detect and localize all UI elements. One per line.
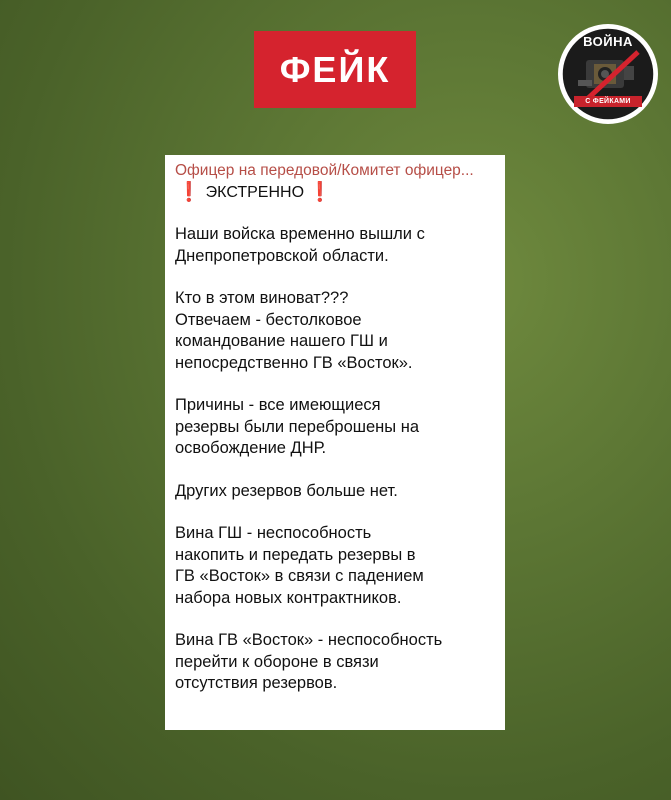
post-line: накопить и передать резервы в [175, 545, 416, 564]
fake-badge [254, 31, 416, 108]
post-line: командование нашего ГШ и [175, 332, 388, 350]
post-line: Отвечаем - бестолковое [175, 310, 362, 329]
post-line: Кто в этом виноват??? [175, 289, 349, 307]
post-line: Вина ГШ - неспособность [175, 524, 372, 542]
fake-badge-label: ФЕЙК [279, 48, 391, 90]
post-line: набора новых контрактников. [175, 588, 402, 607]
post-line: Других резервов больше нет. [175, 481, 398, 500]
post-screenshot [165, 155, 505, 730]
post-line: отсутствия резервов. [175, 674, 338, 692]
post-paragraph [175, 481, 495, 503]
post-line: ГВ «Восток» в связи с падением [175, 567, 424, 585]
logo-top-text: ВОЙНА [583, 34, 633, 49]
post-line: освобождение ДНР. [175, 439, 327, 457]
exclamation-icon: ❗ [308, 182, 332, 203]
exclamation-icon: ❗ [177, 182, 201, 203]
logo-bottom-text: С ФЕЙКАМИ [574, 96, 642, 107]
post-line: Днепропетровской области. [175, 246, 389, 265]
headline-text: ЭКСТРЕННО [205, 184, 305, 201]
post-line: резервы были переброшены на [175, 417, 420, 436]
post-paragraph [175, 523, 495, 609]
post-paragraph [175, 395, 495, 460]
post-paragraph [175, 288, 495, 374]
war-on-fakes-logo [556, 22, 660, 126]
post-body [175, 224, 495, 695]
post-line: непосредственно ГВ «Восток». [175, 353, 413, 372]
post-line: перейти к обороне в связи [175, 652, 379, 671]
post-line: Причины - все имеющиеся [175, 396, 381, 414]
post-headline [175, 183, 495, 203]
post-paragraph [175, 630, 495, 695]
post-line: Вина ГВ «Восток» - неспособность [175, 631, 443, 649]
post-line: Наши войска временно вышли с [175, 225, 425, 243]
channel-name: Офицер на передовой/Комитет офицер... [175, 162, 474, 179]
post-paragraph [175, 224, 495, 267]
